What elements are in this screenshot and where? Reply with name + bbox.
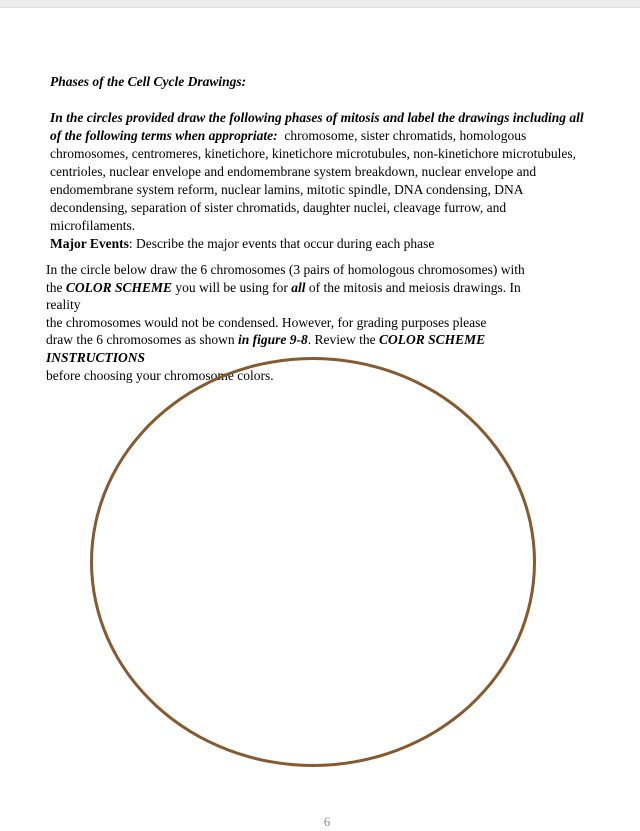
chromosome-instructions-line-6: INSTRUCTIONS xyxy=(46,349,146,365)
chromosome-instructions-line-7: before choosing your chromosome colors. xyxy=(46,367,274,383)
text-run: draw the 6 chromosomes as shown xyxy=(46,332,238,348)
major-events-text: : Describe the major events that occur during each phase xyxy=(128,236,435,251)
color-scheme-emphasis: COLOR SCHEME xyxy=(378,332,486,348)
color-scheme-emphasis: COLOR SCHEME xyxy=(65,279,173,295)
chromosome-instructions-line-4: the chromosomes would not be condensed. However, for grading purposes please xyxy=(46,314,487,330)
drawing-circle xyxy=(90,357,536,767)
instructions-terms: chromosome, sister chromatids, homologous chromosomes, centromeres, kinetichore, kinetichore microtubules, non-kinetichore microtubules, centrioles, nuclear envelope and endomembrane system breakdown, nuclear envelope and endomembrane system reform, nuclear lamins, mitotic spindle, DNA condensing, DNA decondensing, separation of sister chromatids, daughter nuclei, cleavage furrow, and microfilaments. xyxy=(50,128,576,233)
instructions-lead: In the circles provided draw the following phases of mitosis and label the drawings including all of the following terms when appropriate: xyxy=(50,110,584,143)
text-run: of the mitosis and meiosis drawings. In xyxy=(305,279,521,295)
figure-reference: in figure 9-8 xyxy=(237,332,308,348)
text-run: you will be using for xyxy=(172,279,292,295)
text-run: . Review the xyxy=(307,332,379,348)
chromosome-instructions-line-1: In the circle below draw the 6 chromosomes (3 pairs of homologous chromosomes) with xyxy=(46,262,525,277)
viewer-top-bar xyxy=(0,0,640,8)
chromosome-instructions-line-2 xyxy=(46,279,566,297)
all-emphasis: all xyxy=(291,279,306,295)
chromosome-instructions-line-5 xyxy=(46,331,566,349)
major-events xyxy=(50,235,434,253)
mitosis-instructions xyxy=(50,109,590,235)
section-title: Phases of the Cell Cycle Drawings: xyxy=(50,74,247,89)
text-run: the xyxy=(46,279,66,295)
chromosome-instructions-line-3: reality xyxy=(46,297,81,313)
page-number: 6 xyxy=(323,814,331,829)
major-events-label: Major Events xyxy=(50,236,129,251)
